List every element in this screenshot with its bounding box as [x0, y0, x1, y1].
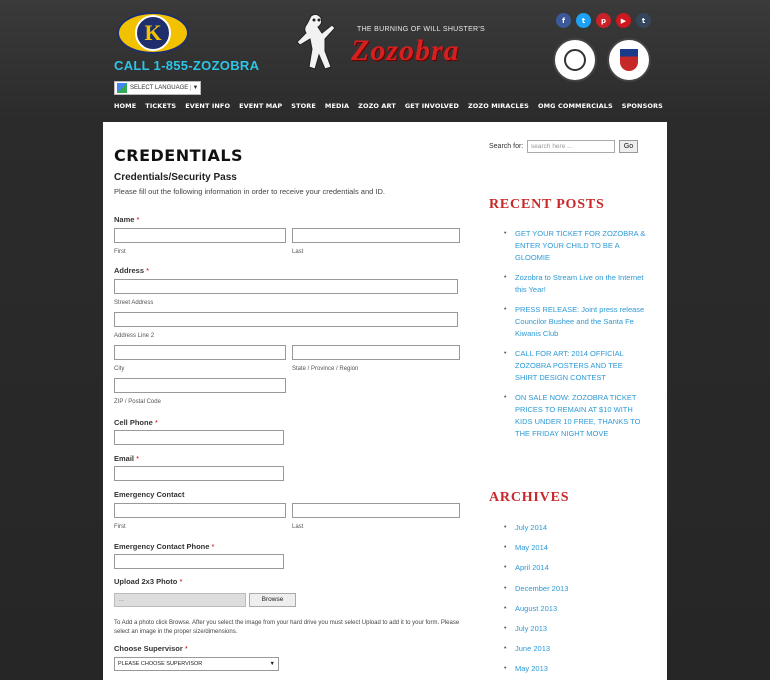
youtube-icon[interactable]: ▶	[616, 13, 631, 28]
name-label: Name *	[114, 215, 140, 224]
street-address-input[interactable]	[114, 279, 458, 294]
state-sublabel: State / Province / Region	[292, 366, 359, 372]
nav-item-store[interactable]: STORE	[291, 102, 316, 110]
zozobra-logo[interactable]	[293, 12, 493, 74]
city-seal-icon[interactable]	[553, 38, 597, 82]
nav-item-sponsors[interactable]: SPONSORS	[621, 102, 663, 110]
nav-item-media[interactable]: MEDIA	[324, 102, 350, 110]
social-links	[556, 13, 651, 28]
archive-link[interactable]: • July 2013	[515, 623, 568, 635]
browse-button[interactable]: Browse	[249, 593, 296, 607]
form-description: Please fill out the following information in order to receive your credentials and ID.	[114, 187, 385, 196]
upload-instructions: To Add a photo click Browse. After you select the image from your hard drive you must select Upload to add it to your form. Please select an image in the proper size/dimensions.	[114, 620, 460, 635]
nav-item-event-info[interactable]: EVENT INFO	[185, 102, 231, 110]
city-input[interactable]	[114, 345, 286, 360]
archive-link[interactable]: • May 2013	[515, 663, 568, 675]
email-label: Email *	[114, 454, 140, 463]
recent-post-link[interactable]: • Zozobra to Stream Live on the Internet this Year!	[515, 272, 647, 296]
photo-file-field[interactable]: ...	[114, 593, 246, 607]
archives-heading: ARCHIVES	[489, 490, 570, 505]
nav-item-tickets[interactable]: TICKETS	[145, 102, 177, 110]
tumblr-icon[interactable]: t	[636, 13, 651, 28]
search-input[interactable]: search here ...	[527, 140, 615, 153]
emergency-last-sublabel: Last	[292, 524, 304, 530]
nav-item-zozo-miracles[interactable]: ZOZO MIRACLES	[467, 102, 529, 110]
recent-posts-list	[515, 228, 647, 448]
archive-link[interactable]: • August 2013	[515, 603, 568, 615]
language-select[interactable]	[114, 81, 201, 95]
site-header	[0, 0, 770, 122]
google-translate-icon	[117, 83, 127, 93]
last-name-input[interactable]	[292, 228, 460, 243]
brand-title: Zozobra	[351, 34, 460, 67]
emergency-phone-input[interactable]	[114, 554, 284, 569]
recent-posts-heading: RECENT POSTS	[489, 197, 605, 212]
brand-subtitle: THE BURNING OF WILL SHUSTER'S	[357, 26, 486, 33]
emergency-first-sublabel: First	[114, 524, 126, 530]
last-name-sublabel: Last	[292, 249, 304, 255]
nav-item-home[interactable]: HOME	[114, 102, 137, 110]
recent-post-link[interactable]: • ON SALE NOW: ZOZOBRA TICKET PRICES TO REMAIN AT $10 WITH KIDS UNDER 10 FREE, THANKS TO THE FRIDAY NIGHT MOVE	[515, 392, 647, 440]
emergency-contact-label: Emergency Contact	[114, 490, 185, 499]
nav-item-omg-commercials[interactable]: OMG COMMERCIALS	[537, 102, 613, 110]
recent-post-link[interactable]: • CALL FOR ART: 2014 OFFICIAL ZOZOBRA POSTERS AND TEE SHIRT DESIGN CONTEST	[515, 348, 647, 384]
address-label: Address *	[114, 266, 150, 275]
recent-post-link[interactable]: • PRESS RELEASE: Joint press release Councilor Bushee and the Santa Fe Kiwanis Club	[515, 304, 647, 340]
zozobra-figure-icon	[293, 12, 343, 72]
kiwanis-letter: K	[135, 15, 171, 51]
chevron-down-icon: ▼	[269, 661, 275, 667]
facebook-icon[interactable]: f	[556, 13, 571, 28]
state-input[interactable]	[292, 345, 460, 360]
archive-link[interactable]: • December 2013	[515, 583, 568, 595]
recent-post-link[interactable]: • GET YOUR TICKET FOR ZOZOBRA & ENTER YOUR CHILD TO BE A GLOOMIE	[515, 228, 647, 264]
fiesta-seal-icon[interactable]	[607, 38, 651, 82]
form-title: Credentials/Security Pass	[114, 172, 237, 183]
search-go-button[interactable]: Go	[619, 140, 638, 153]
archive-link[interactable]: • April 2014	[515, 562, 568, 574]
street-address-sublabel: Street Address	[114, 300, 154, 306]
city-sublabel: City	[114, 366, 125, 372]
main-nav	[114, 102, 672, 110]
zip-sublabel: ZIP / Postal Code	[114, 399, 161, 405]
supervisor-select-value: PLEASE CHOOSE SUPERVISOR	[118, 661, 203, 667]
address-line2-input[interactable]	[114, 312, 458, 327]
kiwanis-logo[interactable]	[117, 12, 189, 54]
zip-input[interactable]	[114, 378, 286, 393]
address-line2-sublabel: Address Line 2	[114, 333, 155, 339]
archives-list	[515, 522, 568, 680]
first-name-input[interactable]	[114, 228, 286, 243]
emergency-last-input[interactable]	[292, 503, 460, 518]
photo-upload-label: Upload 2x3 Photo *	[114, 577, 183, 586]
email-input[interactable]	[114, 466, 284, 481]
language-select-label: SELECT LANGUAGE	[130, 85, 189, 91]
first-name-sublabel: First	[114, 249, 126, 255]
cell-phone-input[interactable]	[114, 430, 284, 445]
nav-item-zozo-art[interactable]: ZOZO ART	[358, 102, 396, 110]
archive-link[interactable]: • May 2014	[515, 542, 568, 554]
phone-number[interactable]: CALL 1-855-ZOZOBRA	[114, 58, 260, 73]
archive-link[interactable]: • June 2013	[515, 643, 568, 655]
content-panel	[103, 122, 667, 680]
cell-phone-label: Cell Phone *	[114, 418, 158, 427]
nav-item-event-map[interactable]: EVENT MAP	[239, 102, 283, 110]
twitter-icon[interactable]: t	[576, 13, 591, 28]
search-label: Search for:	[489, 143, 524, 150]
page-title: CREDENTIALS	[114, 146, 244, 165]
supervisor-label: Choose Supervisor *	[114, 644, 188, 653]
archive-link[interactable]: • July 2014	[515, 522, 568, 534]
emergency-first-input[interactable]	[114, 503, 286, 518]
chevron-down-icon: ▼	[190, 85, 200, 91]
supervisor-select[interactable]	[114, 657, 279, 671]
nav-item-get-involved[interactable]: GET INVOLVED	[404, 102, 459, 110]
emergency-phone-label: Emergency Contact Phone *	[114, 542, 215, 551]
pinterest-icon[interactable]: p	[596, 13, 611, 28]
